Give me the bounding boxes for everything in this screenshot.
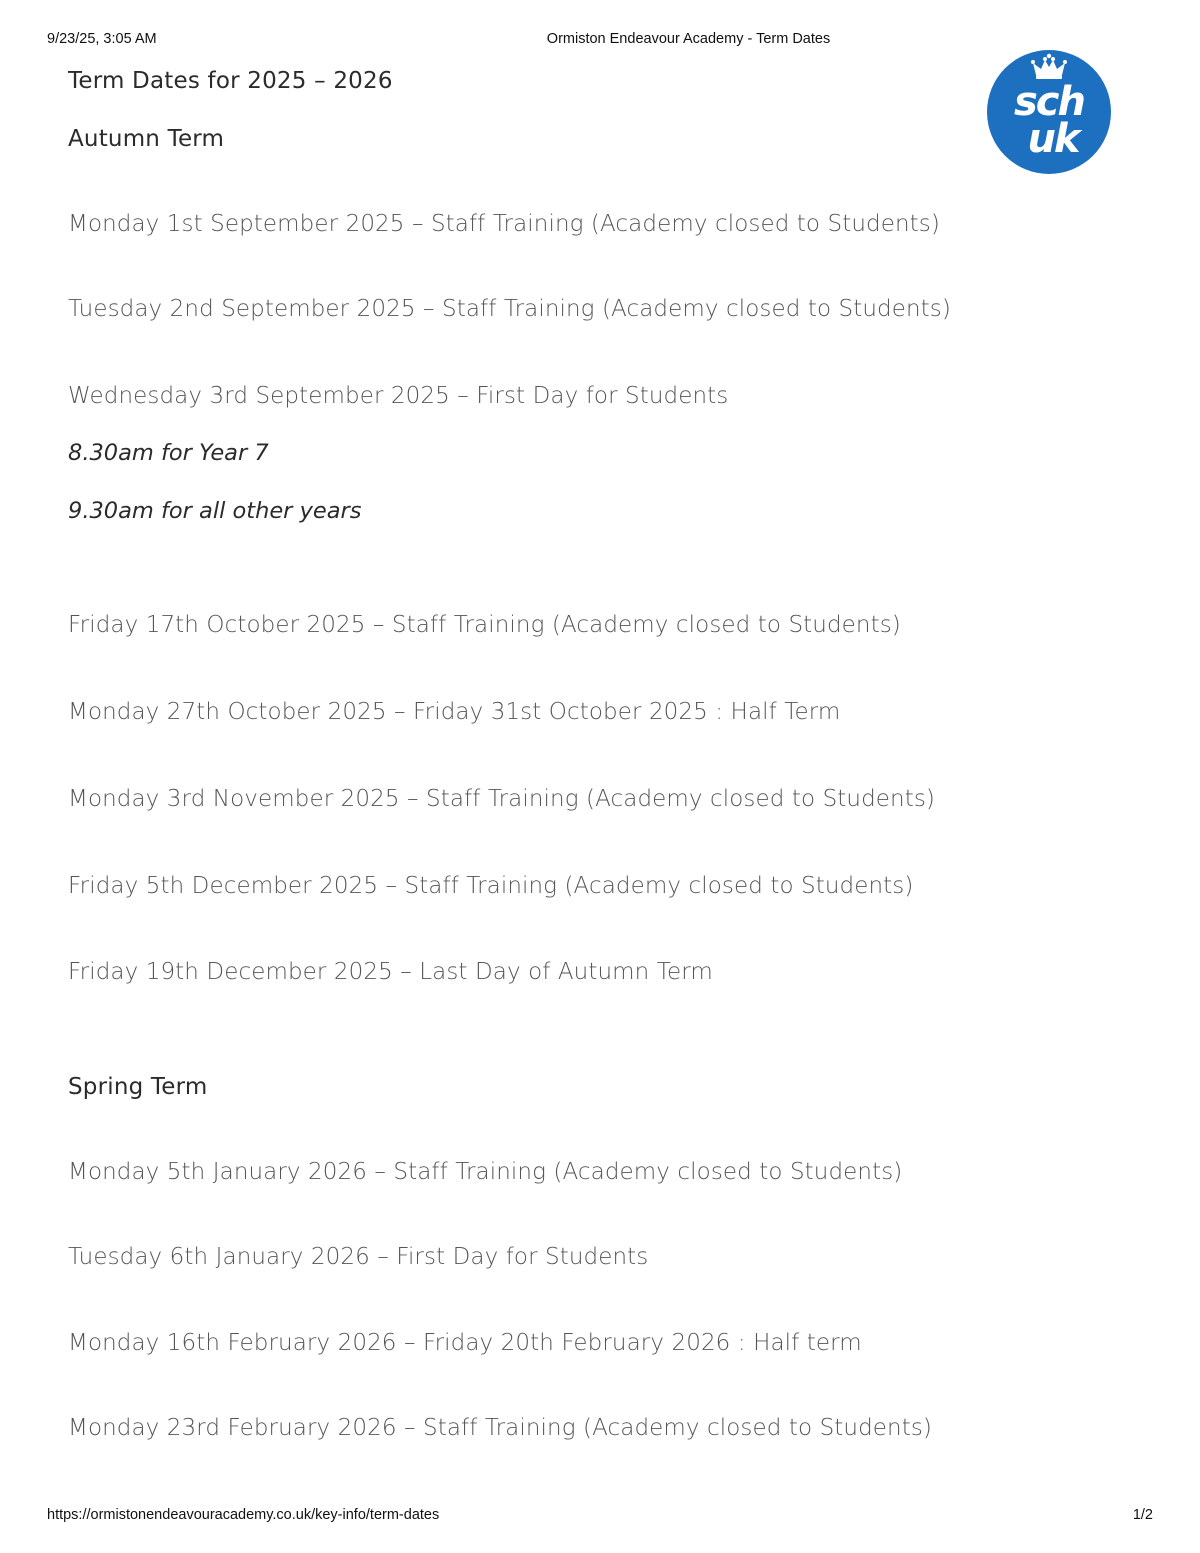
autumn-entry: Friday 19th December 2025 – Last Day of Autumn Term bbox=[68, 959, 713, 985]
start-time-note: 8.30am for Year 7 bbox=[68, 440, 269, 466]
spring-entry: Tuesday 6th January 2026 – First Day for Students bbox=[68, 1244, 649, 1270]
start-time-note: 9.30am for all other years bbox=[68, 498, 362, 524]
print-header-datetime: 9/23/25, 3:05 AM bbox=[47, 31, 157, 47]
logo-text-line2: uk bbox=[1027, 116, 1079, 162]
logo-text-line1: sch bbox=[1014, 79, 1084, 125]
school-logo bbox=[987, 50, 1111, 174]
print-footer-url: https://ormistonendeavouracademy.co.uk/key-info/term-dates bbox=[47, 1507, 440, 1523]
autumn-entry: Monday 3rd November 2025 – Staff Training (Academy closed to Students) bbox=[68, 786, 935, 812]
print-header-title: Ormiston Endeavour Academy - Term Dates bbox=[546, 31, 831, 47]
autumn-term-heading: Autumn Term bbox=[68, 126, 225, 152]
autumn-entry: Wednesday 3rd September 2025 – First Day for Students bbox=[68, 383, 729, 409]
autumn-entry: Friday 17th October 2025 – Staff Training (Academy closed to Students) bbox=[68, 612, 901, 638]
spring-term-heading: Spring Term bbox=[68, 1074, 208, 1100]
print-footer-page-number: 1/2 bbox=[1132, 1507, 1153, 1523]
autumn-entry: Tuesday 2nd September 2025 – Staff Training (Academy closed to Students) bbox=[68, 296, 951, 322]
page-title: Term Dates for 2025 – 2026 bbox=[68, 68, 393, 94]
spring-entry: Monday 16th February 2026 – Friday 20th February 2026 : Half term bbox=[68, 1330, 862, 1356]
autumn-entry: Monday 27th October 2025 – Friday 31st October 2025 : Half Term bbox=[68, 699, 841, 725]
spring-entry: Monday 23rd February 2026 – Staff Training (Academy closed to Students) bbox=[68, 1415, 932, 1441]
spring-entry: Monday 5th January 2026 – Staff Training (Academy closed to Students) bbox=[68, 1159, 903, 1185]
autumn-entry: Monday 1st September 2025 – Staff Training (Academy closed to Students) bbox=[68, 211, 940, 237]
autumn-entry: Friday 5th December 2025 – Staff Training (Academy closed to Students) bbox=[68, 873, 914, 899]
